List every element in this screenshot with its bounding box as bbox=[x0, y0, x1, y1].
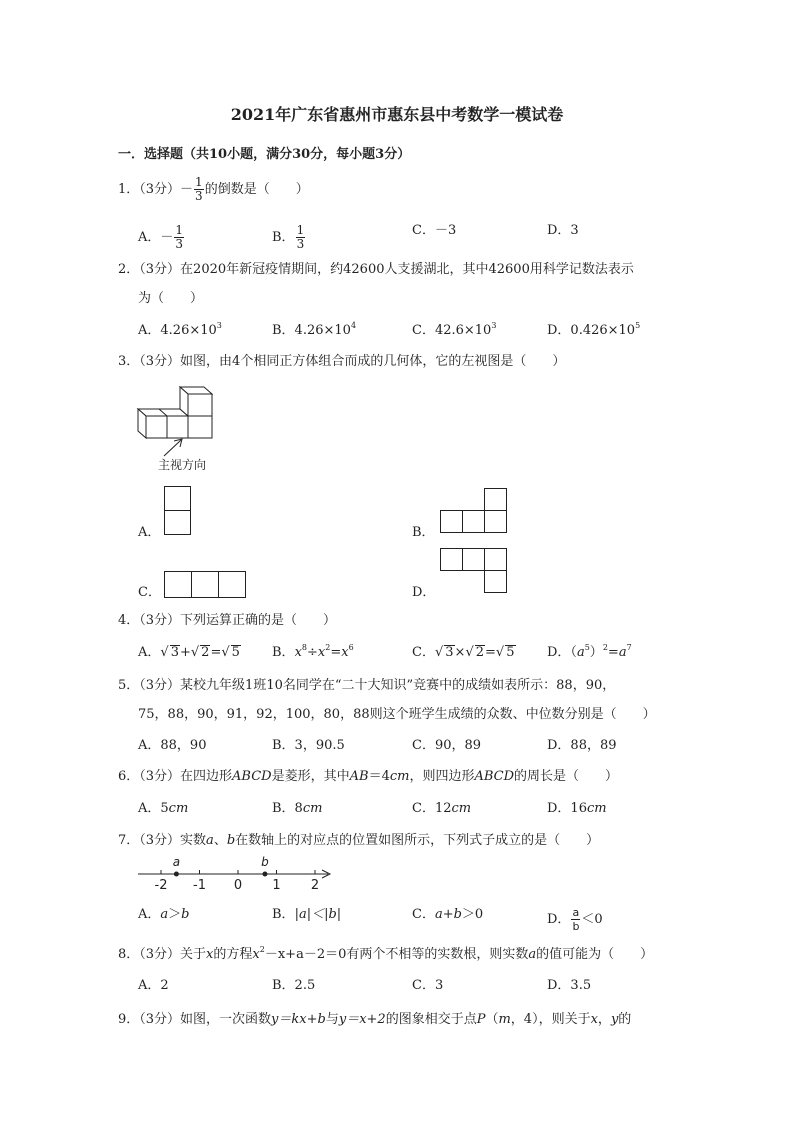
q1-suffix: 的倒数是（ ） bbox=[204, 182, 309, 197]
q4-d-close: ） bbox=[589, 645, 603, 660]
q1-a-den: 3 bbox=[175, 237, 184, 251]
q2-option-c bbox=[412, 322, 496, 340]
q6-ab: AB bbox=[349, 769, 369, 784]
q7-a-2: b bbox=[181, 907, 190, 922]
q5-option-d: D．88，89 bbox=[547, 738, 617, 753]
q4-option-d bbox=[547, 644, 632, 662]
q4-a-label: A． bbox=[138, 645, 161, 660]
q9-p3: 的图象相交于点 bbox=[385, 1012, 477, 1027]
q9-x: x bbox=[590, 1012, 598, 1027]
q7-d-fraction bbox=[571, 906, 580, 933]
q1-a-prefix: A．－ bbox=[138, 230, 174, 245]
q4-d-a: a bbox=[576, 645, 585, 660]
q4-a-op: + bbox=[179, 645, 191, 660]
q4-b-x2: x bbox=[317, 645, 326, 660]
q7-a-1: a bbox=[160, 907, 169, 922]
q3-option-d-label: D． bbox=[412, 585, 436, 600]
q4-c-rad3: 5 bbox=[506, 645, 515, 660]
q5-option-c: C．90，89 bbox=[412, 738, 482, 753]
q4-a-rad3: 5 bbox=[231, 645, 240, 660]
q2-line-2: 为（ ） bbox=[138, 291, 204, 306]
q7-a: a bbox=[206, 833, 214, 848]
q5-option-b: B．3，90.5 bbox=[272, 738, 345, 753]
cube-front-3 bbox=[188, 416, 212, 438]
number-line-tick-label: -2 bbox=[154, 878, 168, 893]
q6-option-d bbox=[547, 800, 607, 818]
q8-p4: 的值可能为（ ） bbox=[536, 947, 654, 962]
q6-p4: ，则四边形 bbox=[409, 769, 475, 784]
q3-option-b-label: B． bbox=[412, 525, 435, 540]
page-title: 2021年广东省惠州市惠东县中考数学一模试卷 bbox=[230, 105, 564, 124]
q6-a-unit: cm bbox=[168, 801, 189, 816]
number-line-tick-label: 2 bbox=[310, 878, 320, 893]
q8-p3: －x+a－2＝0有两个不相等的实数根，则实数 bbox=[264, 947, 529, 962]
q9-p5: ，4），则关于 bbox=[510, 1012, 591, 1027]
q4-d-eq: = bbox=[607, 645, 619, 660]
q8-option-a: A．2 bbox=[138, 978, 169, 993]
q7-c-text: a+b bbox=[434, 907, 462, 922]
q9-p6: ， bbox=[597, 1012, 611, 1027]
q9-p2: 与 bbox=[325, 1012, 339, 1027]
q6-c-unit: cm bbox=[451, 801, 472, 816]
q4-c-label: C． bbox=[412, 645, 435, 660]
q1-b-num: 1 bbox=[296, 223, 305, 237]
q1-b-fraction bbox=[296, 224, 306, 251]
q4-b-op: ÷ bbox=[307, 645, 318, 660]
q6-abcd2: ABCD bbox=[474, 769, 515, 784]
q6-option-c bbox=[412, 800, 471, 818]
q7-option-c bbox=[412, 906, 483, 924]
q4-b-eq: = bbox=[330, 645, 342, 660]
q2-option-a bbox=[138, 322, 222, 340]
q9-p7: 的 bbox=[618, 1012, 632, 1027]
q1-prefix: 1．（3分）－ bbox=[118, 182, 194, 197]
q1-option-c: C．－3 bbox=[412, 223, 457, 238]
q2-c-base: C．42.6×10 bbox=[412, 323, 492, 338]
q4-b-x3: x bbox=[341, 645, 349, 660]
q3-option-a-figure bbox=[164, 486, 192, 538]
number-line-tick-label: -1 bbox=[193, 878, 206, 893]
q4-b-e2: 2 bbox=[325, 643, 331, 652]
q7-c-label: C． bbox=[412, 907, 435, 922]
q3-option-c-figure bbox=[164, 571, 248, 601]
q4-a-eq: = bbox=[210, 645, 222, 660]
q7-a-op: ＞ bbox=[168, 907, 182, 922]
q4-d-e2: 2 bbox=[602, 643, 608, 652]
q8-option-b: B．2.5 bbox=[272, 978, 316, 993]
q4-c-rad1: 3 bbox=[445, 645, 454, 660]
q7-p1: 7．（3分）实数 bbox=[118, 833, 207, 848]
q9-P: P bbox=[476, 1012, 486, 1027]
q9-m: m bbox=[498, 1012, 511, 1027]
q7-p3: 在数轴上的对应点的位置如图所示，下列式子成立的是（ ） bbox=[235, 833, 600, 848]
q4-option-a: A．√ 3+√ 2=√ 5 bbox=[138, 645, 240, 660]
q6-option-a bbox=[138, 800, 188, 818]
q3-option-d-figure bbox=[440, 548, 510, 596]
q7-stem bbox=[118, 832, 599, 850]
q6-b-val: B．8 bbox=[272, 801, 303, 816]
q2-option-d bbox=[547, 322, 640, 340]
q7-b: b bbox=[226, 833, 236, 848]
q9-stem bbox=[118, 1011, 631, 1029]
q4-d-e1: 5 bbox=[584, 643, 590, 652]
q4-b-x1: x bbox=[294, 645, 302, 660]
q9-y2: y＝x+2 bbox=[338, 1012, 386, 1027]
q7-option-d bbox=[547, 906, 603, 933]
number-line-point-b bbox=[262, 872, 267, 877]
q4-d-a2: a bbox=[618, 645, 627, 660]
q2-option-b bbox=[272, 322, 356, 340]
q5-line-2: 75，88，90，91，92，100，80，88则这个班学生成绩的众数、中位数分别是（ ） bbox=[138, 707, 656, 722]
q1-b-den: 3 bbox=[296, 237, 305, 251]
q7-d-label: D． bbox=[547, 912, 571, 927]
question-1 bbox=[118, 176, 309, 203]
q6-d-unit: cm bbox=[586, 801, 607, 816]
q7-d-op: ＜0 bbox=[581, 912, 603, 927]
q7-number-line bbox=[136, 852, 336, 894]
q2-a-exp: 3 bbox=[216, 321, 222, 330]
q1-a-num: 1 bbox=[175, 223, 184, 237]
q6-b-unit: cm bbox=[302, 801, 323, 816]
q8-p1: 8．（3分）关于 bbox=[118, 947, 207, 962]
q4-option-b bbox=[272, 644, 354, 662]
q2-c-exp: 3 bbox=[491, 321, 497, 330]
number-line-point-b-label: b bbox=[261, 855, 269, 869]
q1-b-prefix: B． bbox=[272, 230, 295, 245]
q8-exp: 2 bbox=[259, 945, 265, 954]
q5-line-1: 5．（3分）某校九年级1班10名同学在“二十大知识”竞赛中的成绩如表所示：88，90， bbox=[118, 678, 616, 693]
cube-front-2 bbox=[167, 416, 188, 438]
q6-option-b bbox=[272, 800, 322, 818]
number-line-point-a-label: a bbox=[172, 855, 181, 869]
q6-p5: 的周长是（ ） bbox=[514, 769, 619, 784]
q3-option-c-label: C． bbox=[138, 585, 161, 600]
cube-top-front bbox=[188, 394, 212, 416]
q2-b-exp: 4 bbox=[350, 321, 357, 330]
q9-p1: 9．（3分）如图，一次函数 bbox=[118, 1012, 272, 1027]
q1-den: 3 bbox=[195, 189, 203, 203]
q2-b-base: B．4.26×10 bbox=[272, 323, 351, 338]
q1-option-d: D．3 bbox=[547, 223, 579, 238]
number-line-tick-label: 1 bbox=[272, 878, 281, 893]
q6-abcd1: ABCD bbox=[232, 769, 272, 784]
q8-p2: 的方程 bbox=[213, 947, 253, 962]
q1-option-b bbox=[272, 224, 306, 251]
cube-front-1 bbox=[146, 416, 167, 438]
q6-cm: cm bbox=[389, 769, 410, 784]
q6-c-val: C．12 bbox=[412, 801, 452, 816]
number-line-tick-label: 0 bbox=[233, 878, 243, 893]
q8-option-c: C．3 bbox=[412, 978, 444, 993]
view-direction-label: 主视方向 bbox=[158, 458, 207, 472]
q4-d-label: D．（ bbox=[547, 645, 577, 660]
view-arrow-shaft bbox=[164, 440, 181, 456]
q1-option-a bbox=[138, 224, 185, 251]
q9-y: y bbox=[610, 1012, 619, 1027]
q7-c-op: ＞0 bbox=[461, 907, 484, 922]
q8-a: a bbox=[528, 947, 537, 962]
q4-c-op: × bbox=[454, 645, 466, 660]
q2-d-base: D．0.426×10 bbox=[547, 323, 636, 338]
section-heading: 一．选择题（共10小题，满分30分，每小题3分） bbox=[118, 147, 411, 162]
q6-p2: 是菱形，其中 bbox=[271, 769, 350, 784]
q7-option-b bbox=[272, 906, 341, 924]
q9-p4: （ bbox=[485, 1012, 499, 1027]
q8-option-d: D．3.5 bbox=[547, 978, 592, 993]
q3-stem: 3．（3分）如图，由4个相同正方体组合而成的几何体，它的左视图是（ ） bbox=[118, 354, 566, 369]
q2-a-base: A．4.26×10 bbox=[138, 323, 217, 338]
q4-a-rad2: 2 bbox=[201, 645, 210, 660]
q7-b-label: B． bbox=[272, 907, 295, 922]
q4-b-label: B． bbox=[272, 645, 295, 660]
q8-x2: x bbox=[252, 947, 260, 962]
q6-p3: ＝4 bbox=[368, 769, 390, 784]
q7-d-den: b bbox=[572, 920, 580, 933]
q2-line-1: 2．（3分）在2020年新冠疫情期间，约42600人支援湖北，其中42600用科学记数法表示 bbox=[118, 262, 634, 277]
q7-b-text: |a|＜|b| bbox=[294, 907, 342, 922]
q6-d-val: D．16 bbox=[547, 801, 587, 816]
q6-stem bbox=[118, 768, 618, 786]
q4-b-e3: 6 bbox=[348, 643, 354, 652]
q4-option-c: C．√ 3×√ 2=√ 5 bbox=[412, 645, 515, 660]
q4-d-e3: 7 bbox=[626, 643, 632, 652]
number-line-point-a bbox=[174, 872, 179, 877]
q6-a-val: A．5 bbox=[138, 801, 169, 816]
q7-option-a bbox=[138, 906, 190, 924]
q9-y1: y＝kx+b bbox=[271, 1012, 326, 1027]
q6-p1: 6．（3分）在四边形 bbox=[118, 769, 233, 784]
q1-a-fraction bbox=[174, 224, 184, 251]
q4-c-rad2: 2 bbox=[475, 645, 485, 660]
q2-d-exp: 5 bbox=[635, 321, 641, 330]
q4-b-e1: 8 bbox=[301, 643, 307, 652]
q7-p2: 、 bbox=[213, 833, 227, 848]
q4-a-rad1: 3 bbox=[170, 645, 179, 660]
q1-num: 1 bbox=[195, 175, 203, 189]
q7-d-num: a bbox=[572, 906, 580, 919]
q1-fraction bbox=[194, 176, 204, 203]
q4-c-eq: = bbox=[485, 645, 496, 660]
q4-stem: 4．（3分）下列运算正确的是（ ） bbox=[118, 613, 337, 628]
q8-stem bbox=[118, 946, 653, 964]
q8-x: x bbox=[206, 947, 214, 962]
q5-option-a: A．88，90 bbox=[138, 738, 207, 753]
q3-option-a-label: A． bbox=[138, 525, 161, 540]
q7-a-label: A． bbox=[138, 907, 161, 922]
q3-option-b-figure bbox=[440, 488, 510, 536]
